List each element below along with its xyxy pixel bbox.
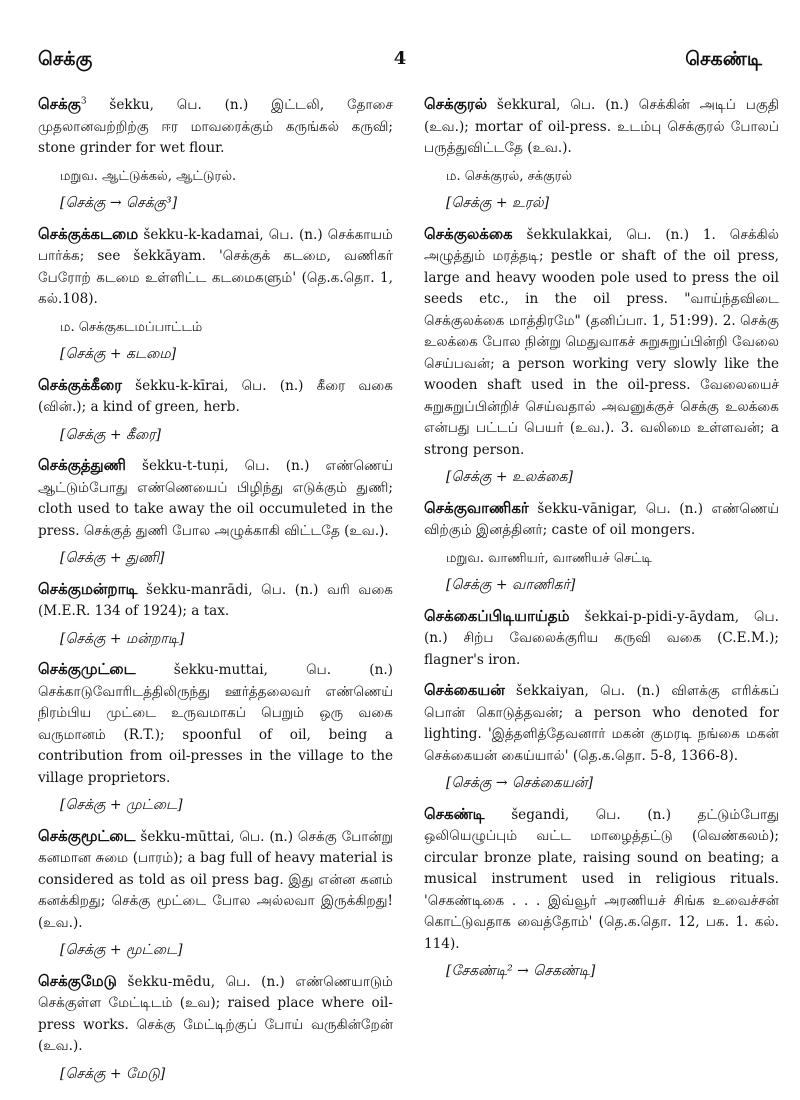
definition: šekku-manrādi, பெ. (n.) வரி வகை (M.E.R. 134 of 1924); a tax.	[38, 581, 393, 619]
page-header	[38, 48, 762, 74]
definition: šekku-mūttai, பெ. (n.) செக்கு போன்று கனமான சுமை (பாரம்); a bag full of heavy material is considered as told as oil press bag. இது என்ன கனம் கனக்கிறது; செக்கு மூட்டை போல அல்லவா இருக்கிறது! (உவ.).	[38, 828, 393, 931]
definition: šegandi, பெ. (n.) தட்டும்போது ஒலியெழுப்பும் வட்ட மாழைத்தட்டு (வெண்கலம்); circular bronze plate, raising sound on beating; a musical instrument used in religious rituals. 'செகண்டிகை . . . இவ்வூர் அரணியச் சிங்க உவைச்சன் கொட்டுவதாக வைத்தோம்' (தெ.க.தொ. 12, பக. 1. கல். 114).	[424, 806, 779, 952]
dictionary-entry	[38, 826, 393, 962]
right-column	[424, 94, 779, 992]
dictionary-entry	[38, 659, 393, 817]
dictionary-entry	[38, 224, 393, 366]
headword: செக்குக்கடமை	[38, 224, 139, 243]
dictionary-entry	[424, 498, 779, 597]
etymology: [செக்கு + மூட்டை]	[60, 942, 183, 958]
etymology: [செக்கு + வாணிகர்]	[446, 577, 576, 593]
definition: šekku, பெ. (n.) இட்டலி, தோசை முதலானவற்றிற்கு ஈர மாவரைக்கும் கருங்கல் கருவி; stone grinder for wet flour.	[38, 97, 393, 156]
headword: செக்கு	[38, 95, 81, 113]
headword: செக்குக்கீரை	[38, 375, 122, 394]
etymology: [செக்கு + கடமை]	[60, 346, 177, 362]
definition: šekku-vānigar, பெ. (n.) எண்ணெய் விற்கும் இனத்தினர்; caste of oil mongers.	[424, 500, 779, 538]
headword: செக்குவாணிகர்	[424, 498, 529, 517]
etymology: [செக்கு → செக்கு³]	[60, 195, 178, 211]
dictionary-entry	[424, 680, 779, 795]
headword: செக்குரல்	[424, 95, 488, 113]
dictionary-entry	[424, 606, 779, 672]
definition: šekkural, பெ. (n.) செக்கின் அடிப் பகுதி (உவ.); mortar of oil-press. உடம்பு செக்குரல் போலப் பருத்துவிட்டதே (உவ.).	[424, 97, 779, 156]
variant-line: ம. செக்குகடமப்பாட்டம்	[60, 319, 203, 335]
variant-line: மறுவ. ஆட்டுக்கல், ஆட்டுரல்.	[60, 168, 237, 184]
dictionary-entry	[38, 971, 393, 1086]
dictionary-entry	[38, 94, 393, 215]
etymology: [செக்கு + உரல்]	[446, 195, 550, 211]
definition: šekku-mēdu, பெ. (n.) எண்ணெயாடும் செக்குள்ள மேட்டிடம் (உவ); raised place where oil-press works. செக்கு மேட்டிற்குப் போய் வருகின்றேன் (உவ.).	[38, 973, 393, 1054]
dictionary-entry	[424, 804, 779, 983]
headword: செக்குமுட்டை	[38, 660, 136, 678]
definition: šekkaiyan, பெ. (n.) விளக்கு எரிக்கப் பொன் கொடுத்தவன்; a person who denoted for lighting. 'இத்தளித்தேவனார் மகன் குமரடி நங்கை மகன் செக்கையன் கைய்யால்' (தெ.க.தொ. 5-8, 1366-8).	[424, 683, 779, 764]
left-column	[38, 94, 393, 1094]
variant-line: மறுவ. வாணியர், வாணியச் செட்டி	[446, 550, 652, 566]
etymology: [செக்கு → செக்கையன்]	[446, 775, 593, 791]
dictionary-entry	[38, 579, 393, 651]
definition: šekkulakkai, பெ. (n.) 1. செக்கில் அழுத்தும் மரத்தடி; pestle or shaft of the oil press, large and heavy wooden pole used to press the oil seeds etc., in the oil press. "வாய்ந்தவிடை செக்குலக்கை மாத்திரமே" (தனிப்பா. 1, 51:99). 2. செக்கு உலக்கை போல நின்று மெதுவாகச் சுறுசுறுப்பின்றி வேலை செய்பவன்; a person working very slowly like the wooden shaft used in the oil-press. வேலையைச் சுறுசுறுப்பின்றிச் செய்வதால் அவனுக்குச் செக்கு உலக்கை என்பது பட்டப் பெயர் (உவ.). 3. வலிமை உள்ளவன்; a strong person.	[424, 226, 779, 458]
definition: šekku-k-kīrai, பெ. (n.) கீரை வகை (வின்.); a kind of green, herb.	[38, 377, 393, 415]
headword: செக்குத்துணி	[38, 456, 126, 474]
page-number: 4	[393, 48, 407, 69]
headword: செக்குமன்றாடி	[38, 579, 138, 598]
headword: செக்குமேடு	[38, 971, 117, 990]
running-head-left: செக்கு	[38, 48, 93, 70]
definition: šekku-k-kadamai, பெ. (n.) செக்காயம் பார்க்க; see šekkāyam. 'செக்குக் கடமை, வணிகர் பேரோற் கடமை உள்ளிட்ட கடமைகளும்' (தெ.க.தொ. 1, கல்.108).	[38, 226, 393, 307]
headword: செக்குமூட்டை	[38, 826, 136, 845]
running-head-right: செகண்டி	[685, 48, 762, 70]
etymology: [செக்கு + துணி]	[60, 550, 165, 566]
dictionary-entry	[424, 94, 779, 215]
etymology: [செக்கு + கீரை]	[60, 426, 161, 443]
variant-line: ம. செக்குரல், சக்குரல்	[446, 168, 573, 184]
etymology: [செக்கு + மன்றாடி]	[60, 630, 185, 647]
homonym-number: 3	[80, 96, 87, 107]
etymology: [சேகண்டி² → செகண்டி]	[446, 963, 596, 979]
dictionary-entry	[38, 375, 393, 447]
definition: šekku-muttai, பெ. (n.) செக்காடுவோரிடத்திலிருந்து ஊர்த்தலைவர் எண்ணெய் நிரம்பிய முட்டை உருவமாகப் பெறும் ஒரு வகை வருமானம் (R.T.); spoonful of oil, being a contribution from oil-presses in the village to the village proprietors.	[38, 662, 393, 786]
dictionary-entry	[38, 455, 393, 570]
dictionary-entry	[424, 224, 779, 489]
etymology: [செக்கு + முட்டை]	[60, 797, 183, 813]
definition: šekku-t-tuņi, பெ. (n.) எண்ணெய் ஆட்டும்போது எண்ணெயைப் பிழிந்து எடுக்கும் துணி; cloth used to take away the oil occumuleted in the press. செக்குத் துணி போல அழுக்காகி விட்டதே (உவ.).	[38, 458, 393, 539]
definition: šekkai-p-pidi-y-āydam, பெ. (n.) சிற்ப வேலைக்குரிய கருவி வகை (C.E.M.); flagner's iron.	[424, 608, 779, 668]
headword: செகண்டி	[424, 804, 485, 823]
headword: செக்குலக்கை	[424, 224, 513, 243]
etymology: [செக்கு + மேடு]	[60, 1065, 166, 1082]
headword: செக்கையன்	[424, 681, 505, 699]
etymology: [செக்கு + உலக்கை]	[446, 469, 573, 485]
headword: செக்கைப்பிடியாய்தம்	[424, 606, 570, 625]
